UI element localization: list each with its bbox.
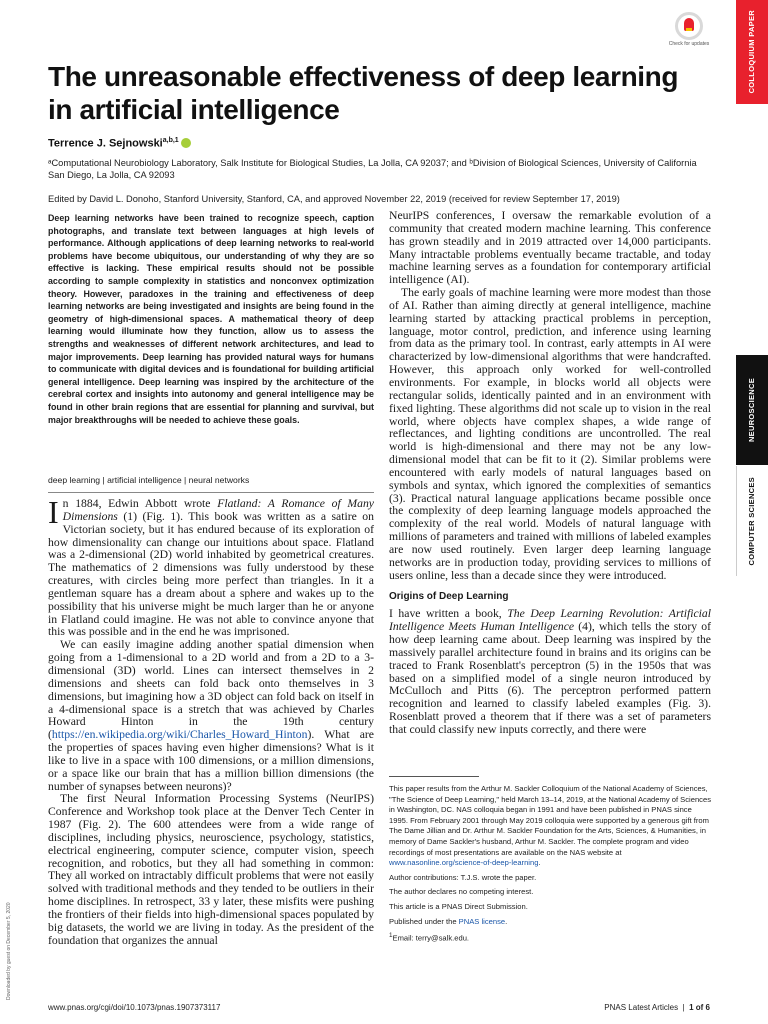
- article-title: The unreasonable effectiveness of deep learning in artificial intelligence: [48, 61, 679, 125]
- footnotes: [389, 784, 711, 948]
- email-note: [389, 931, 711, 944]
- edited-by-line: Edited by David L. Donoho, Stanford University, Stanford, CA, and approved November 22, 2019 (received for review September 17, 2019): [48, 194, 620, 204]
- body-paragraph: The early goals of machine learning were more modest than those of AI. Rather than aiming directly at general intelligence, machine learning started by attacking practical problems in perception, language, motor control, prediction, and inference using learning from data as the primary tool. In contrast, early attempts in AI were characterized by low-dimensional algorithms that were handcrafted. However, this approach only worked for well-controlled environments. For example, in blocks world all objects were rectangular solids, identically painted and in an environment with fixed lighting. These algorithms did not scale up to vision in the real world, where objects have complex shapes, a wide range of reflectances, and lighting conditions are uncontrolled. The real world is high-dimensional and there may not be any low-dimensional model that can be fit to it (2). Similar problems were encountered with early models of natural languages based on symbols and syntax, which ignored the complexities of semantics (3). Practical natural language applications became possible once the complexity of deep learning language models approached the complexity of the real world. Models of natural language with millions of parameters and trained with millions of labeled examples are now used routinely. Even larger deep learning language networks are in production today, providing services to millions of users online, less than a decade since they were introduced.: [389, 286, 711, 582]
- license-note: [389, 917, 711, 928]
- footer-separator: |: [682, 1003, 685, 1012]
- page-number: 1 of 6: [689, 1003, 710, 1012]
- doi-link[interactable]: www.pnas.org/cgi/doi/10.1073/pnas.1907373117: [48, 1003, 221, 1012]
- author-contributions: Author contributions: T.J.S. wrote the paper.: [389, 872, 537, 882]
- text-run: This paper results from the Arthur M. Sackler Colloquium of the National Academy of Sciences, "The Science of Deep Learning," held March 13–14, 2019, at the National Academy of Sciences in Washington, DC. NAS colloquia began in 1991 and have been published in PNAS since 1995. From February 2001 through May 2019 colloquia were supported by a generous gift from The Dame Jillian and Dr. Arthur M. Sackler Foundation for the Arts, Sciences, & Humanities, in memory of Dame Sackler's husband, Arthur M. Sackler. The complete program and video recordings of most presentations are available on the NAS website at: [389, 784, 711, 857]
- author-affiliation-marks: a,b,1: [162, 137, 179, 144]
- text-run: .: [538, 858, 541, 868]
- body-paragraph: The first Neural Information Processing Systems (NeurIPS) Conference and Workshop took place at the Denver Tech Center in 1987 (Fig. 2). The 600 attendees were from a wide range of disciplines, including physics, neuroscience, psychology, statistics, electrical engineering, computer science, computer vision, speech recognition, and robotics, but they all had something in common: They all worked on intractably difficult problems that were not easily solved with traditional methods and they tended to be outliers in their home disciplines. In retrospect, 33 y later, these misfits were pushing the frontiers of their fields into high-dimensional spaces populated by big datasets, the world we are living in today. As the president of the foundation that organizes the annual: [48, 792, 374, 947]
- author-line: [48, 137, 191, 150]
- colloquium-paper-tab: [736, 0, 768, 104]
- body-paragraph: [48, 494, 374, 639]
- download-note: Downloaded by guest on December 5, 2020: [6, 902, 12, 1000]
- book-title-flatland: Flatland: A Romance of Many Dimensions: [62, 497, 374, 523]
- author-name: Terrence J. Sejnowski: [48, 137, 163, 150]
- neuroscience-tab-label: NEUROSCIENCE: [746, 377, 756, 443]
- check-updates-icon: [675, 12, 703, 40]
- text-run: Published under the: [389, 916, 459, 926]
- colloquium-tab-label: COLLOQUIUM PAPER: [746, 10, 756, 94]
- computer-sciences-tab: [736, 466, 768, 576]
- text-run: .: [505, 916, 508, 926]
- section-heading: Origins of Deep Learning: [389, 591, 509, 603]
- keywords: deep learning | artificial intelligence | neural networks: [48, 475, 250, 485]
- text-run: We can easily imagine adding another spatial dimension when going from a 1-dimensional to a 2D world and from a 2D to a 3-dimensional (3D) world. Lines can intersect themselves in 2 dimensions and sheets can fold back onto themselves in 3 dimensions, but imagining how a 3D object can fold back on itself in a 4-dimensional space is a stretch that was achieved by Charles Howard Hinton in the 19th century (: [48, 638, 374, 742]
- body-paragraph: NeurIPS conferences, I oversaw the remarkable evolution of a community that created modern machine learning. This conference has grown steadily and in 2019 attracted over 14,000 participants. Many intractable problems eventually became tractable, and today machine learning serves as a foundation for contemporary artificial intelligence (AI).: [389, 209, 711, 287]
- footnote-mark: 1: [389, 932, 393, 940]
- keywords-divider: [48, 492, 374, 493]
- check-for-updates-badge[interactable]: [668, 12, 710, 56]
- footnote-divider: [389, 776, 479, 777]
- orcid-icon[interactable]: [181, 138, 191, 148]
- hinton-wikipedia-link[interactable]: https://en.wikipedia.org/wiki/Charles_Howard_Hinton: [51, 728, 308, 742]
- abstract: Deep learning networks have been trained to recognize speech, caption photographs, and translate text between languages at high levels of performance. Although applications of deep learning networks to real-world problems have become ubiquitous, our understanding of why they are so effective is lacking. These empirical results should not be possible according to sample complexity in statistics and nonconvex optimization theory. However, paradoxes in the training and effectiveness of deep learning networks are being investigated and insights are being found in the geometry of high-dimensional spaces. A mathematical theory of deep learning would illuminate how they function, allow us to assess the strengths and weaknesses of different network architectures, and lead to major improvements. Deep learning has provided natural ways for humans to communicate with digital devices and is foundational for building artificial general intelligence. Deep learning was inspired by the architecture of the cerebral cortex and insights into autonomy and general intelligence may be found in other brain regions that are essential for planning and survival, but major breakthroughs will be needed to achieve these goals.: [48, 213, 374, 425]
- nas-website-link[interactable]: www.nasonline.org/science-of-deep-learning: [389, 858, 539, 868]
- direct-submission-note: This article is a PNAS Direct Submission.: [389, 901, 528, 911]
- author-email[interactable]: Email: terry@salk.edu.: [392, 933, 470, 943]
- text-run: (4), which tells the story of how deep learning came about. Deep learning was inspired by the massively parallel architecture found in brains and its origins can be traced to Frank Rosenblatt's perceptron (5) in the 1950s that was based on a simplified model of a single neuron introduced by McCulloch and Pitts (6). The perceptron performed pattern recognition and learned to classify labeled examples (Fig. 3). Rosenblatt proved a theorem that if there was a set of parameters that could classify new inputs correctly, and there were: [389, 620, 711, 736]
- competing-interest: The author declares no competing interest.: [389, 887, 534, 897]
- neuroscience-tab: [736, 355, 768, 465]
- text-run: n 1884, Edwin Abbott wrote: [62, 497, 218, 510]
- text-run: ). What are the properties of spaces having even higher dimensions? What is it like to live in a space with 100 dimensions, or a million dimensions, or a space like our brain that has a million billion dimensions (the number of synapses between neurons)?: [48, 728, 374, 793]
- text-run: (1) (Fig. 1). This book was written as a satire on Victorian society, but it has endured because of its exploration of how dimensionality can change our intuitions about space. Flatland was a 2-dimensional (2D) world inhabited by geometrical creatures. The mathematics of 2 dimensions was fully understood by these creatures, with circles being more perfect than triangles. In it a gentleman square has a dream about a sphere and wakes up to the possibility that his universe might be much larger than he or anyone in Flatland could imagine. He was not able to convince anyone that this was possible and in the end he was imprisoned.: [48, 509, 374, 639]
- text-run: I have written a book,: [389, 607, 508, 621]
- affiliations: ᵃComputational Neurobiology Laboratory, Salk Institute for Biological Studies, La Jolla, CA 92037; and ᵇDivision of Biological Sciences, University of California San Diego, La Jolla, CA 92093: [48, 158, 697, 180]
- book-title-deep-learning-revolution: The Deep Learning Revolution: Artificial Intelligence Meets Human Intelligence: [389, 607, 712, 634]
- journal-name: PNAS Latest Articles: [604, 1003, 679, 1012]
- body-right-column: [389, 210, 711, 737]
- body-paragraph: [389, 608, 711, 736]
- body-left-column: [48, 494, 374, 948]
- computer-sciences-tab-label: COMPUTER SCIENCES: [747, 476, 757, 566]
- drop-cap: I: [48, 494, 59, 530]
- pnas-license-link[interactable]: PNAS license: [458, 916, 506, 926]
- colloquium-note: [389, 784, 711, 869]
- page-footer: [604, 1003, 710, 1012]
- body-paragraph: [48, 639, 374, 793]
- check-updates-label: Check for updates: [668, 41, 710, 47]
